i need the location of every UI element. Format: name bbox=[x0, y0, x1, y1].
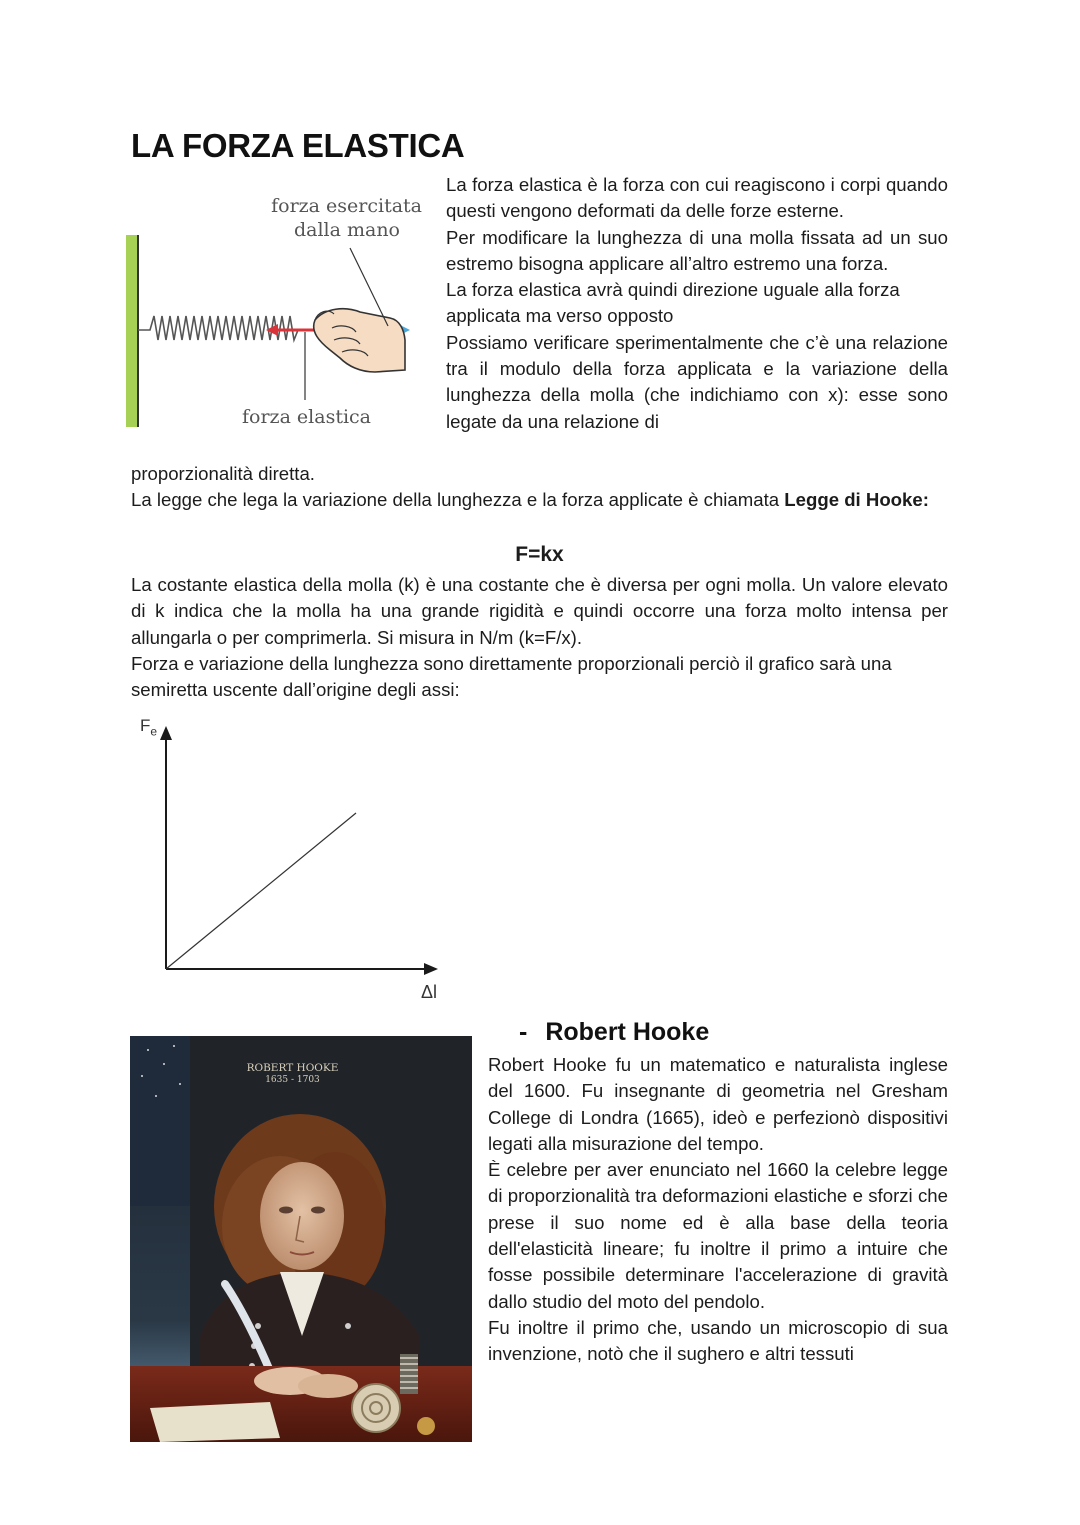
y-axis-label-main: F bbox=[140, 716, 151, 735]
hand-force-label bbox=[262, 194, 422, 242]
spring-coil bbox=[138, 316, 330, 340]
hooke-paragraph: Fu inoltre il primo che, usando un microscopio di sua invenzione, notò che il sughero e altri tessuti bbox=[488, 1316, 948, 1365]
hand-force-label-line2: dalla mano bbox=[293, 219, 400, 241]
law-sentence bbox=[131, 487, 948, 513]
hooke-text bbox=[488, 1052, 948, 1368]
wall bbox=[126, 235, 138, 427]
y-axis-label-sub: e bbox=[150, 724, 158, 739]
hooke-heading-text: Robert Hooke bbox=[545, 1018, 710, 1046]
portrait-caption-name: ROBERT HOOKE bbox=[246, 1062, 339, 1074]
elastic-force-label: forza elastica bbox=[242, 406, 372, 428]
portrait-caption-years: 1635 - 1703 bbox=[265, 1075, 320, 1085]
hooke-heading bbox=[519, 1018, 709, 1047]
formula: F=kx bbox=[515, 543, 564, 566]
law-sentence-text: La legge che lega la variazione della lunghezza e la forza applicate è chiamata bbox=[131, 489, 785, 511]
intro-paragraph: La forza elastica è la forza con cui reagiscono i corpi quando questi vengono deformati da delle forze esterne. bbox=[446, 174, 948, 222]
portrait-caption bbox=[235, 1062, 350, 1086]
force-graph-svg bbox=[130, 712, 450, 1012]
hooke-paragraph: È celebre per aver enunciato nel 1660 la celebre legge di proporzionalità tra deformazioni elastiche e sforzi che prese il suo nome ed è alla base della teoria dell'elasticità lineare; fu inoltre il primo a intuire che fosse possibile determinare l'accelerazione di gravità dallo studio del moto del pendolo. bbox=[488, 1159, 948, 1312]
intro-paragraph: Per modificare la lunghezza di una molla fissata ad un suo estremo bisogna applicare all’altro estremo una forza. bbox=[446, 226, 948, 274]
hooke-paragraph: Robert Hooke fu un matematico e naturalista inglese del 1600. Fu insegnante di geometria nel Gresham College di Londra (1665), ideò e perfezionò dispositivi legati alla misurazione del tempo. bbox=[488, 1054, 948, 1154]
hand-icon bbox=[314, 309, 405, 372]
law-name: Legge di Hooke: bbox=[784, 489, 929, 511]
intro-paragraph: Possiamo verificare sperimentalmente che c’è una relazione tra il modulo della forza applicata e la variazione della lunghezza della molla (che indichiamo con x): esse sono legate da una relazione di bbox=[446, 331, 948, 432]
page-title: LA FORZA ELASTICA bbox=[131, 127, 465, 164]
constant-paragraph: La costante elastica della molla (k) è una costante che è diversa per ogni molla. Un valore elevato di k indica che la molla ha una grande rigidità e quindi occorre una forza molto intensa per allungarla o per comprimerla. Si misura in N/m (k=F/x). bbox=[131, 574, 948, 648]
intro-text bbox=[446, 172, 948, 435]
portrait bbox=[130, 1036, 472, 1442]
intro-paragraph: La forza elastica avrà quindi direzione uguale alla forza applicata ma verso opposto bbox=[446, 279, 900, 327]
hooke-heading-bullet: - bbox=[519, 1018, 528, 1046]
proportional-line bbox=[166, 813, 356, 969]
x-axis-label: Δl bbox=[421, 982, 438, 1002]
force-graph bbox=[130, 712, 450, 1012]
x-axis-arrow bbox=[424, 963, 438, 975]
portrait-painting bbox=[130, 1036, 472, 1442]
graph-intro-paragraph: Forza e variazione della lunghezza sono direttamente proporzionali perciò il grafico sarà una semiretta uscente dall’origine degli assi: bbox=[131, 652, 892, 701]
y-axis-label bbox=[140, 716, 157, 738]
y-axis-arrow bbox=[160, 726, 172, 740]
hand-force-label-line1: forza esercitata bbox=[271, 195, 422, 217]
constant-text bbox=[131, 572, 948, 703]
law-text bbox=[131, 461, 948, 514]
intro-continuation: proporzionalità diretta. bbox=[131, 463, 315, 484]
